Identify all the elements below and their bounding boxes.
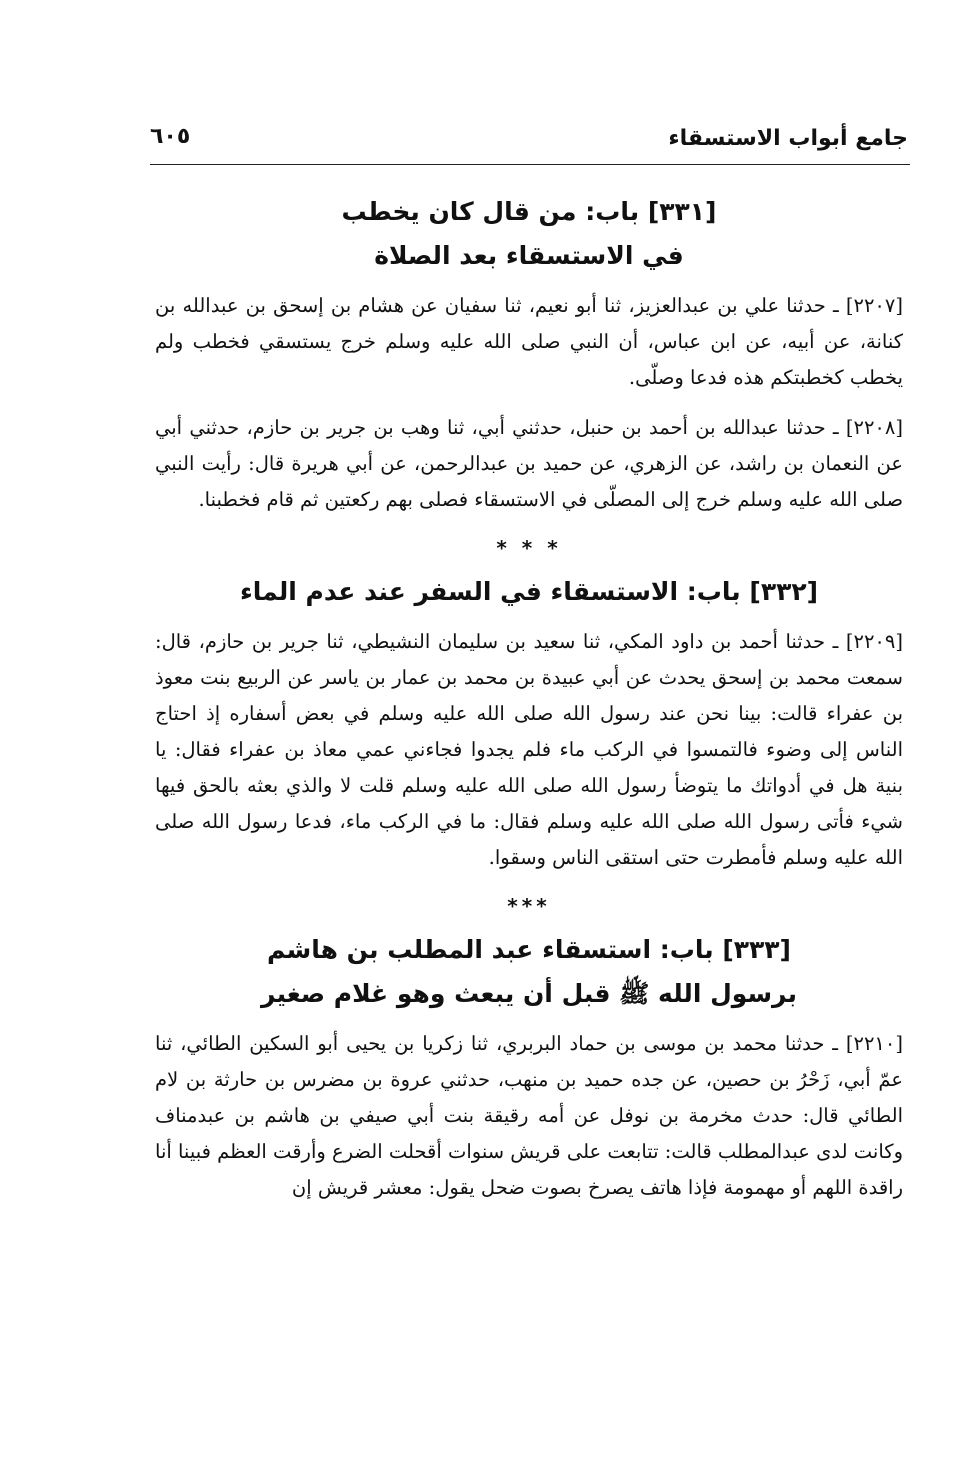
hadith-paragraph: [٢٢١٠] ـ حدثنا محمد بن موسى بن حماد البربري، ثنا زكريا بن يحيى أبو السكين الطائي، ثنا عمّ أبي، زَحْرُ بن حصين، عن جده حميد بن منهب، حدثني عروة بن مضرس بن حارثة بن لام الطائي قال: حدث مخرمة بن نوفل عن أمه رقيقة بنت أبي صيفي بن هاشم بن عبدمناف وكانت لدى عبدالمطلب قالت: تتابعت على قريش سنوات أقحلت الضرع وأرقت العظم فبينا أنا راقدة اللهم أو مهمومة فإذا هاتف يصرخ بصوت ضحل يقول: معشر قريش إن [155,1032,903,1199]
chapter-heading-line-1: [٣٣١] باب: من قال كان يخطب [341,197,717,226]
page-header [150,118,910,165]
chapter-heading-line-1: [٣٣٢] باب: الاستسقاء في السفر عند عدم الماء [239,577,819,606]
chapter-heading-line-2: برسول الله ﷺ قبل أن يبعث وهو غلام صغير [261,979,797,1008]
chapter-331 [155,190,903,518]
page-number: ٦٠٥ [150,124,191,149]
chapter-heading-line-1: [٣٣٣] باب: استسقاء عبد المطلب بن هاشم [267,935,791,964]
chapter-333 [155,894,903,1206]
running-title: جامع أبواب الاستسقاء [668,126,908,151]
section-separator: *** [507,894,551,918]
hadith-paragraph: [٢٢٠٩] ـ حدثنا أحمد بن داود المكي، ثنا سعيد بن سليمان النشيطي، ثنا جرير بن حازم، قال: سمعت محمد بن إسحق يحدث عن أبي عبيدة بن محمد بن عمار بن ياسر عن الربيع بنت معوذ بن عفراء قالت: بينا نحن عند رسول الله صلى الله عليه وسلم في بعض أسفاره إذ احتاج الناس إلى وضوء فالتمسوا في الركب ماء فلم يجدوا فجاءني عمي معاذ بن عفراء فقال: يا بنية هل في أدواتك ما يتوضأ رسول الله صلى الله عليه وسلم قلت لا والذي بعثه بالحق فيها شيء فأتى رسول الله صلى الله عليه وسلم فقال: ما في الركب ماء، فدعا رسول الله صلى الله عليه وسلم فأمطرت حتى استقى الناس وسقوا. [155,630,903,869]
hadith-paragraph: [٢٢٠٨] ـ حدثنا عبدالله بن أحمد بن حنبل، حدثني أبي، ثنا وهب بن جرير بن حازم، حدثني أبي عن النعمان بن راشد، عن الزهري، عن حميد بن عبدالرحمن، عن أبي هريرة قال: رأيت النبي صلى الله عليه وسلم خرج إلى المصلّى في الاستسقاء فصلى بهم ركعتين ثم قام فخطبنا. [155,416,903,511]
section-separator: * * * [496,536,562,560]
page-body [155,190,903,1206]
hadith-paragraph: [٢٢٠٧] ـ حدثنا علي بن عبدالعزيز، ثنا أبو نعيم، ثنا سفيان عن هشام بن إسحق بن عبدالله بن كنانة، عن أبيه، عن ابن عباس، أن النبي صلى الله عليه وسلم خرج يستسقي فخطب ولم يخطب كخطبتكم هذه فدعا وصلّى. [155,294,903,389]
chapter-heading-line-2: في الاستسقاء بعد الصلاة [374,241,684,270]
chapter-332 [155,536,903,876]
